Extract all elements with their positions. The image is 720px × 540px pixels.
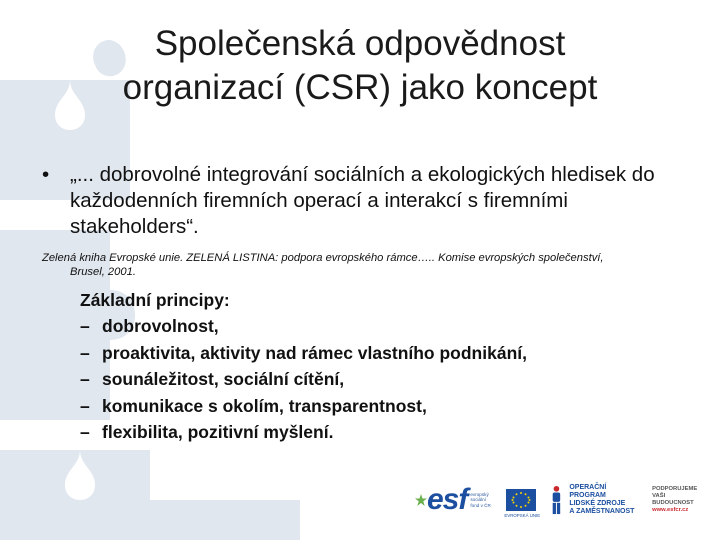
esf-logo [415, 483, 500, 517]
op-text-line: OPERAČNÍ PROGRAM [569, 483, 607, 499]
dash-icon: – [80, 342, 90, 363]
list-item-text: flexibilita, pozitivní myšlení. [102, 422, 334, 443]
list-item [80, 366, 680, 392]
op-figure-icon [548, 484, 565, 516]
title-line-2: organizací (CSR) jako koncept [122, 68, 598, 107]
support-logo [652, 486, 705, 515]
title-line-1: Společenská odpovědnost [154, 24, 566, 63]
list-item-text: proaktivita, aktivity nad rámec vlastního podnikání, [102, 342, 527, 363]
esf-caption-line: evropský [470, 491, 489, 497]
eu-caption: EVROPSKÁ UNIE [504, 513, 541, 518]
source-citation [42, 251, 692, 279]
dash-icon: – [80, 422, 90, 443]
source-line-1: Zelená kniha Evropské unie. ZELENÁ LISTINA: podpora evropského rámce….. Komise evropských společenství, [42, 252, 604, 264]
list-item-text: sounáležitost, sociální cítění, [102, 369, 345, 390]
eu-flag-icon [504, 489, 541, 518]
list-item [80, 393, 680, 419]
list-item [80, 313, 680, 339]
dash-icon: – [80, 316, 90, 337]
funding-logos [415, 478, 705, 522]
dash-icon: – [80, 395, 90, 416]
op-text [569, 484, 640, 517]
op-text-line: A ZAMĚSTNANOST [569, 508, 635, 516]
quote-text: „... dobrovolné integrování sociálních a ekologických hledisek do každodenních firemních operací a interakcí s firemními stakeholders“. [70, 163, 655, 238]
principles-list [80, 313, 680, 445]
principles-heading: Základní principy: [80, 290, 230, 310]
eu-stars-icon [510, 491, 532, 509]
support-url: www.esfcr.cz [652, 507, 689, 514]
slide-title [40, 22, 680, 110]
op-lzz-logo [548, 484, 640, 517]
source-line-2: Brusel, 2001. [70, 266, 136, 278]
esf-caption-line: fond v ČR [470, 502, 491, 508]
esf-wordmark: esf [427, 483, 468, 516]
dash-icon: – [80, 369, 90, 390]
esf-caption [470, 492, 500, 509]
op-text-line: LIDSKÉ ZDROJE [569, 500, 626, 507]
list-item-text: komunikace s okolím, transparentnost, [102, 395, 427, 416]
bullet-icon: • [42, 163, 50, 186]
quote-block [42, 162, 692, 240]
list-item [80, 419, 680, 445]
list-item [80, 340, 680, 366]
esf-star-icon [415, 494, 427, 506]
esf-caption-line: sociální [470, 497, 486, 503]
principles-block [80, 287, 680, 445]
support-text-line: PODPORUJEME [652, 485, 698, 492]
list-item-text: dobrovolnost, [102, 316, 219, 337]
support-text-line: VAŠI BUDOUCNOST [652, 492, 694, 506]
